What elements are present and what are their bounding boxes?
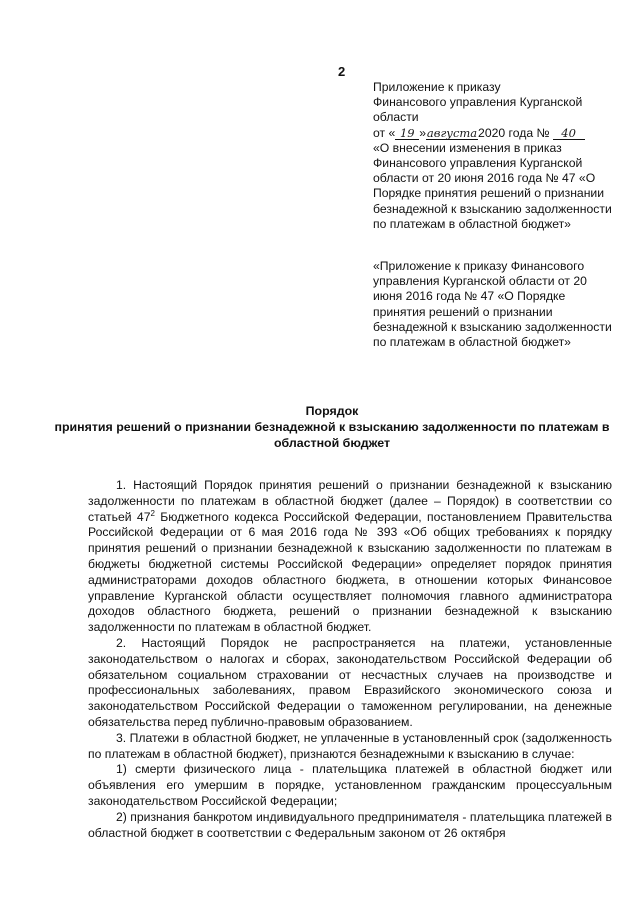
paragraph-1-text-cont: Бюджетного кодекса Российской Федерации, постановлением Правительства Российской Федерации от 6 мая 2016 года № 393 «Об общих требованиях к порядку принятия решений о признании безнадежной к взысканию задолженности по платежам в бюджеты бюджетной системы Российской Федерации» определяет порядок принятия администраторами доходов областного бюджета, в отношении которых Финансовое управление Курганской области осуществляет полномочия главного администратора доходов областного бюджета, решений о признании безнадежной к взысканию задолженности по платежам в областной бюджет.	[88, 509, 612, 635]
superscript: 2	[150, 508, 155, 518]
date-year: 2020 года №	[478, 125, 550, 140]
date-close-quote: »	[419, 125, 427, 140]
paragraph-4: 1) смерти физического лица - плательщика платежей в областной бюджет или объявления его умершим в порядке, установленном гражданским процессуальным законодательством Российской Федерации;	[88, 762, 612, 808]
title-heading: Порядок	[305, 404, 359, 418]
appendix-header	[373, 80, 613, 232]
handwritten-day: 19	[395, 127, 419, 140]
appendix-line: Приложение к приказу	[373, 80, 501, 94]
appendix-subject: «О внесении изменения в приказ Финансового управления Курганской области от 20 июня 2016 года № 47 «О Порядке принятия решений о признании безнадежной к взысканию задолженности по платежам в областной бюджет»	[373, 140, 612, 231]
document-body	[88, 478, 612, 841]
appendix-line: Финансового управления Курганской	[373, 95, 583, 110]
appendix-quote-text: «Приложение к приказу Финансового управления Курганской области от 20 июня 2016 года № 47 «О Порядке принятия решений о признании безнадежной к взысканию задолженности по платежам в областной бюджет»	[373, 259, 612, 350]
handwritten-number: 40	[553, 127, 585, 140]
paragraph-1	[88, 478, 612, 636]
paragraph-1-text: 1. Настоящий Порядок принятия решений о признании безнадежной к взысканию задолженности по платежам в областной бюджет (далее – Порядок) в соответствии со статьей 47	[88, 478, 612, 524]
handwritten-month: августа	[426, 125, 478, 140]
page-number: 2	[338, 64, 346, 79]
paragraph-3: 3. Платежи в областной бюджет, не уплаченные в установленный срок (задолженность по платежам в областной бюджет), признаются безнадежными к взысканию в случае:	[88, 730, 612, 761]
title-subheading: принятия решений о признании безнадежной к взысканию задолженности по платежам в областной бюджет	[54, 420, 610, 450]
document-title	[40, 403, 624, 451]
paragraph-2: 2. Настоящий Порядок не распространяется на платежи, установленные законодательством о налогах и сборах, законодательством Российской Федерации об обязательном социальном страховании от несчастных случаев на производстве и профессиональных заболеваниях, правом Евразийского экономического союза и законодательством Российской Федерации о таможенном регулировании, на денежные обязательства перед публично-правовым образованием.	[88, 635, 612, 729]
appendix-date-line	[373, 126, 613, 141]
appendix-line: области	[373, 110, 419, 125]
appendix-quote	[373, 259, 613, 350]
date-prefix: от «	[373, 125, 396, 140]
paragraph-5: 2) признания банкротом индивидуального предпринимателя - плательщика платежей в областной бюджет в соответствии с Федеральным законом от 26 октября	[88, 809, 612, 840]
